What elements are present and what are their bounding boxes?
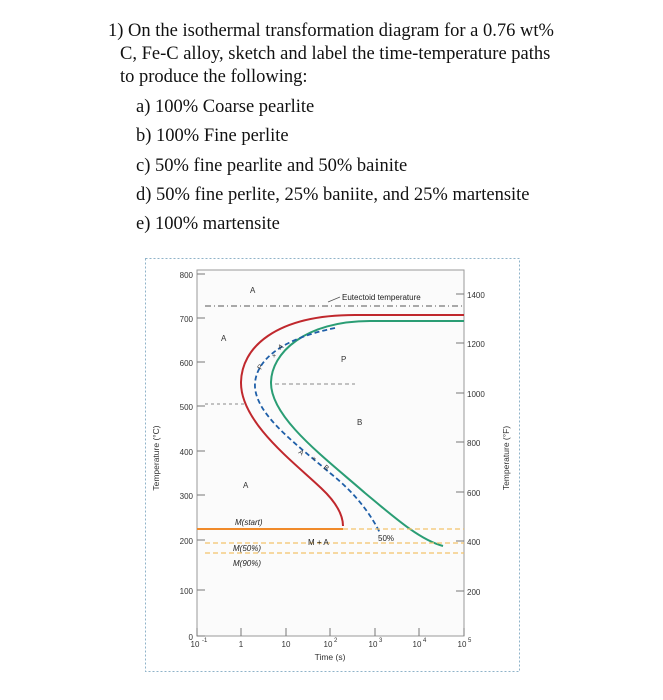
label-b-curve-lower: B [321, 464, 330, 473]
label-p-curve-upper: P [256, 363, 266, 371]
x-tick-base-3: 10 [323, 640, 333, 649]
y-tick-300: 300 [179, 492, 193, 501]
x-tick-base-4: 10 [368, 640, 378, 649]
label-m-start: M(start) [235, 518, 263, 527]
x-tick-base-0: 10 [190, 640, 200, 649]
x-tick-exp-5: 4 [423, 638, 427, 644]
y-right-tick-400: 400 [467, 538, 481, 547]
x-tick-base-6: 10 [457, 640, 467, 649]
label-p: P [341, 355, 347, 364]
label-m-plus-a: M + A [308, 538, 329, 547]
y-axis-label-celsius: Temperature (°C) [151, 425, 161, 491]
question-item-a: a) 100% Coarse pearlite [136, 97, 315, 117]
y-tick-800: 800 [179, 271, 193, 280]
label-m50: M(50%) [233, 544, 262, 553]
question-line-3: to produce the following: [120, 67, 308, 87]
label-plus-ap: + [272, 353, 277, 360]
label-a-curve-upper: A [277, 343, 285, 352]
y-tick-100: 100 [179, 587, 193, 596]
y-right-tick-200: 200 [467, 588, 481, 597]
label-a-curve-lower: A [296, 448, 305, 458]
label-a-lower: A [243, 481, 249, 490]
eutectoid-label: Eutectoid temperature [342, 293, 421, 302]
label-fifty-pct: 50% [378, 534, 395, 543]
label-b: B [357, 418, 363, 427]
y-axis-label-fahrenheit: Temperature (°F) [501, 425, 511, 491]
label-plus-ab: + [312, 456, 317, 463]
y-tick-700: 700 [179, 315, 193, 324]
x-tick-exp-6: 5 [468, 638, 472, 644]
diagram-svg [145, 258, 520, 673]
y-tick-0: 0 [188, 633, 193, 642]
x-tick-exp-4: 3 [379, 638, 383, 644]
y-right-tick-600: 600 [467, 489, 481, 498]
label-a-left: A [221, 334, 227, 343]
x-tick-exp-0: -1 [202, 638, 208, 644]
question-item-d: d) 50% fine perlite, 25% baniite, and 25% martensite [136, 185, 530, 205]
y-tick-600: 600 [179, 359, 193, 368]
y-right-tick-1000: 1000 [467, 390, 485, 399]
label-m90: M(90%) [233, 559, 262, 568]
x-tick-base-1: 1 [238, 640, 244, 649]
question-item-c: c) 50% fine pearlite and 50% bainite [136, 156, 408, 176]
y-tick-200: 200 [179, 537, 193, 546]
y-right-tick-1200: 1200 [467, 340, 485, 349]
isothermal-transformation-diagram [145, 258, 520, 673]
y-tick-400: 400 [179, 448, 193, 457]
y-tick-500: 500 [179, 403, 193, 412]
y-right-tick-800: 800 [467, 439, 481, 448]
x-axis-label: Time (s) [314, 652, 346, 662]
question-item-b: b) 100% Fine perlite [136, 126, 289, 146]
question-line-1: 1) On the isothermal transformation diagram for a 0.76 wt% [108, 21, 554, 41]
question-item-e: e) 100% martensite [136, 214, 280, 234]
x-tick-base-5: 10 [412, 640, 422, 649]
x-tick-base-2: 10 [281, 640, 291, 649]
question-line-2: C, Fe-C alloy, sketch and label the time-temperature paths [120, 44, 551, 64]
label-a-top: A [250, 286, 256, 295]
y-right-tick-1400: 1400 [467, 291, 485, 300]
x-tick-exp-3: 2 [334, 638, 338, 644]
